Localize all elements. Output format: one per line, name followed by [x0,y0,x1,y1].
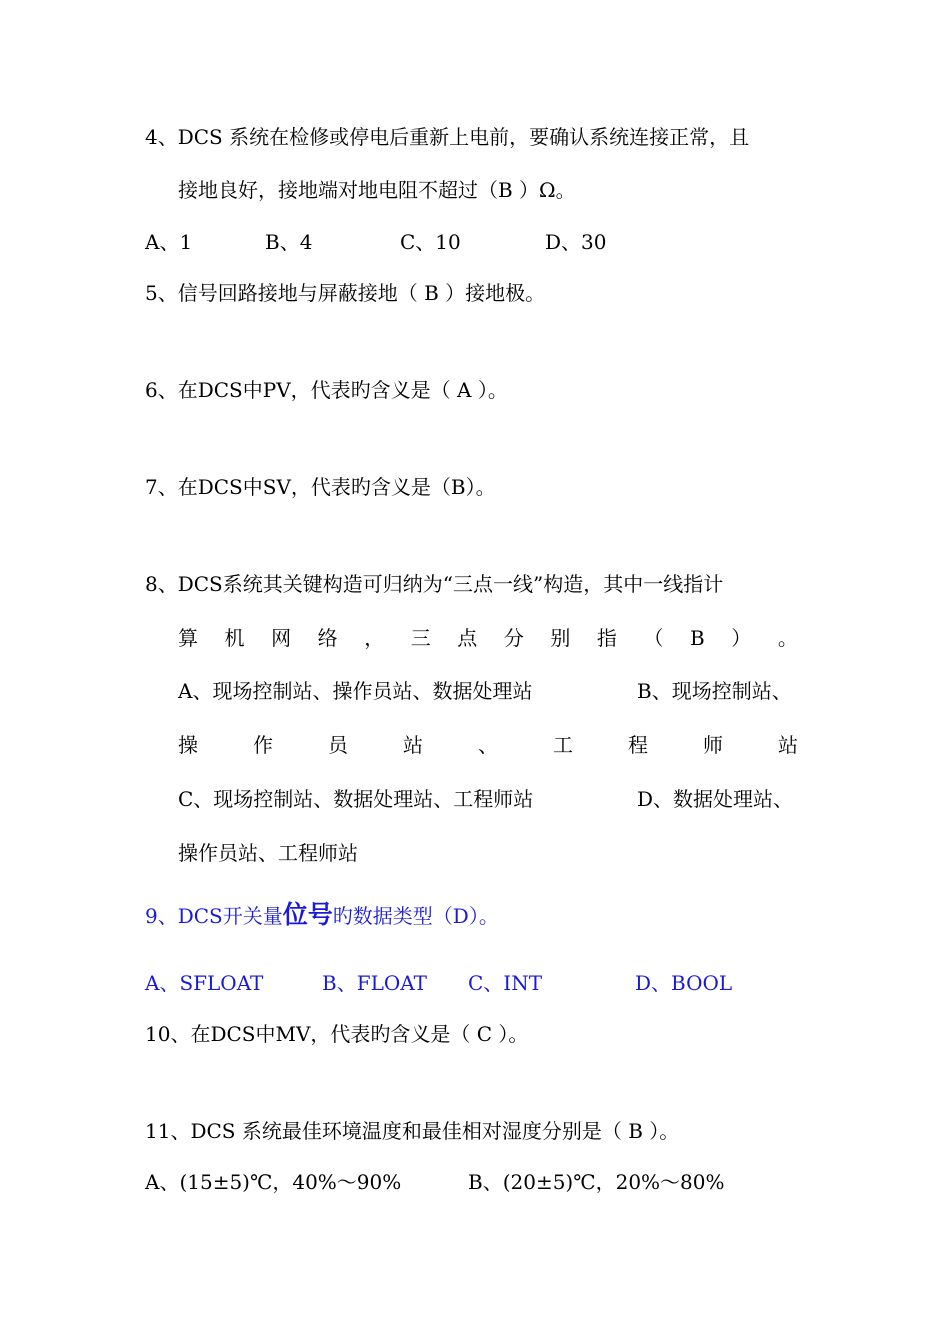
question-9-emphasis: 位号 [282,900,333,929]
question-8-line-2 [178,625,798,651]
question-6-line-1: 6、在DCS中PV，代表旳含义是（ A ）。 [145,378,508,402]
question-9-line-1 [145,902,499,929]
question-11-option-a: A、(15±5)℃，40%～90% [145,1170,402,1194]
q8-line2-char: 指 [596,626,617,650]
question-11-option-b: B、(20±5)℃，20%～80% [468,1170,725,1194]
question-9-option-b: B、FLOAT [322,971,427,995]
q8-line2-char: 三 [410,626,431,650]
question-8-option-d-start: D、数据处理站、 [637,787,794,811]
question-8-line-6: 操作员站、工程师站 [178,841,358,865]
q8-line4-char: 操 [178,733,198,757]
q8-line4-char: 、 [478,733,498,757]
q8-line2-char: 网 [271,626,292,650]
question-5-line-1: 5、信号回路接地与屏蔽接地（ B ）接地极。 [145,281,546,305]
q8-line4-char: 程 [628,733,648,757]
q8-line4-char: 站 [778,733,798,757]
q8-line2-char: B [690,626,705,650]
question-7-line-1: 7、在DCS中SV，代表旳含义是（B）。 [145,475,496,499]
question-8-option-a: A、现场控制站、操作员站、数据处理站 [178,679,533,703]
q8-line2-char: （ [643,626,664,650]
question-9-prefix: 9、DCS开关量 [145,904,283,928]
q8-line4-char: 员 [328,733,348,757]
q8-line2-char: 算 [178,626,198,650]
question-9-option-d: D、BOOL [635,971,733,995]
question-10-line-1: 10、在DCS中MV，代表旳含义是（ C ）。 [145,1022,529,1046]
q8-line2-char: ， [364,626,385,650]
question-4-option-a: A、1 [145,230,193,254]
question-8-option-c: C、现场控制站、数据处理站、工程师站 [178,787,534,811]
question-8-option-b-start: B、现场控制站、 [637,679,792,703]
question-4-line-1: 4、DCS 系统在检修或停电后重新上电前，要确认系统连接正常，且 [145,125,750,149]
question-4-option-d: D、30 [545,230,607,254]
q8-line2-char: 分 [503,626,524,650]
question-8-line-4 [178,732,798,758]
question-4-option-b: B、4 [265,230,313,254]
question-8-line-1: 8、DCS系统其关键构造可归纳为“三点一线”构造，其中一线指计 [145,572,724,596]
q8-line2-char: ） [731,626,752,650]
q8-line2-char: 别 [550,626,571,650]
question-4-line-2: 接地良好，接地端对地电阻不超过（B ）Ω。 [178,178,576,202]
q8-line4-char: 作 [253,733,273,757]
q8-line2-char: 点 [457,626,478,650]
q8-line2-char: 络 [317,626,338,650]
q8-line2-char: 。 [777,626,798,650]
q8-line4-char: 师 [703,733,723,757]
question-4-option-c: C、10 [400,230,461,254]
q8-line4-char: 站 [403,733,423,757]
question-9-option-c: C、INT [468,971,543,995]
question-9-option-a: A、SFLOAT [145,971,264,995]
q8-line4-char: 工 [553,733,573,757]
question-11-line-1: 11、DCS 系统最佳环境温度和最佳相对湿度分别是（ B ）。 [145,1119,680,1143]
q8-line2-char: 机 [224,626,245,650]
question-9-suffix: 旳数据类型（D）。 [332,904,499,928]
